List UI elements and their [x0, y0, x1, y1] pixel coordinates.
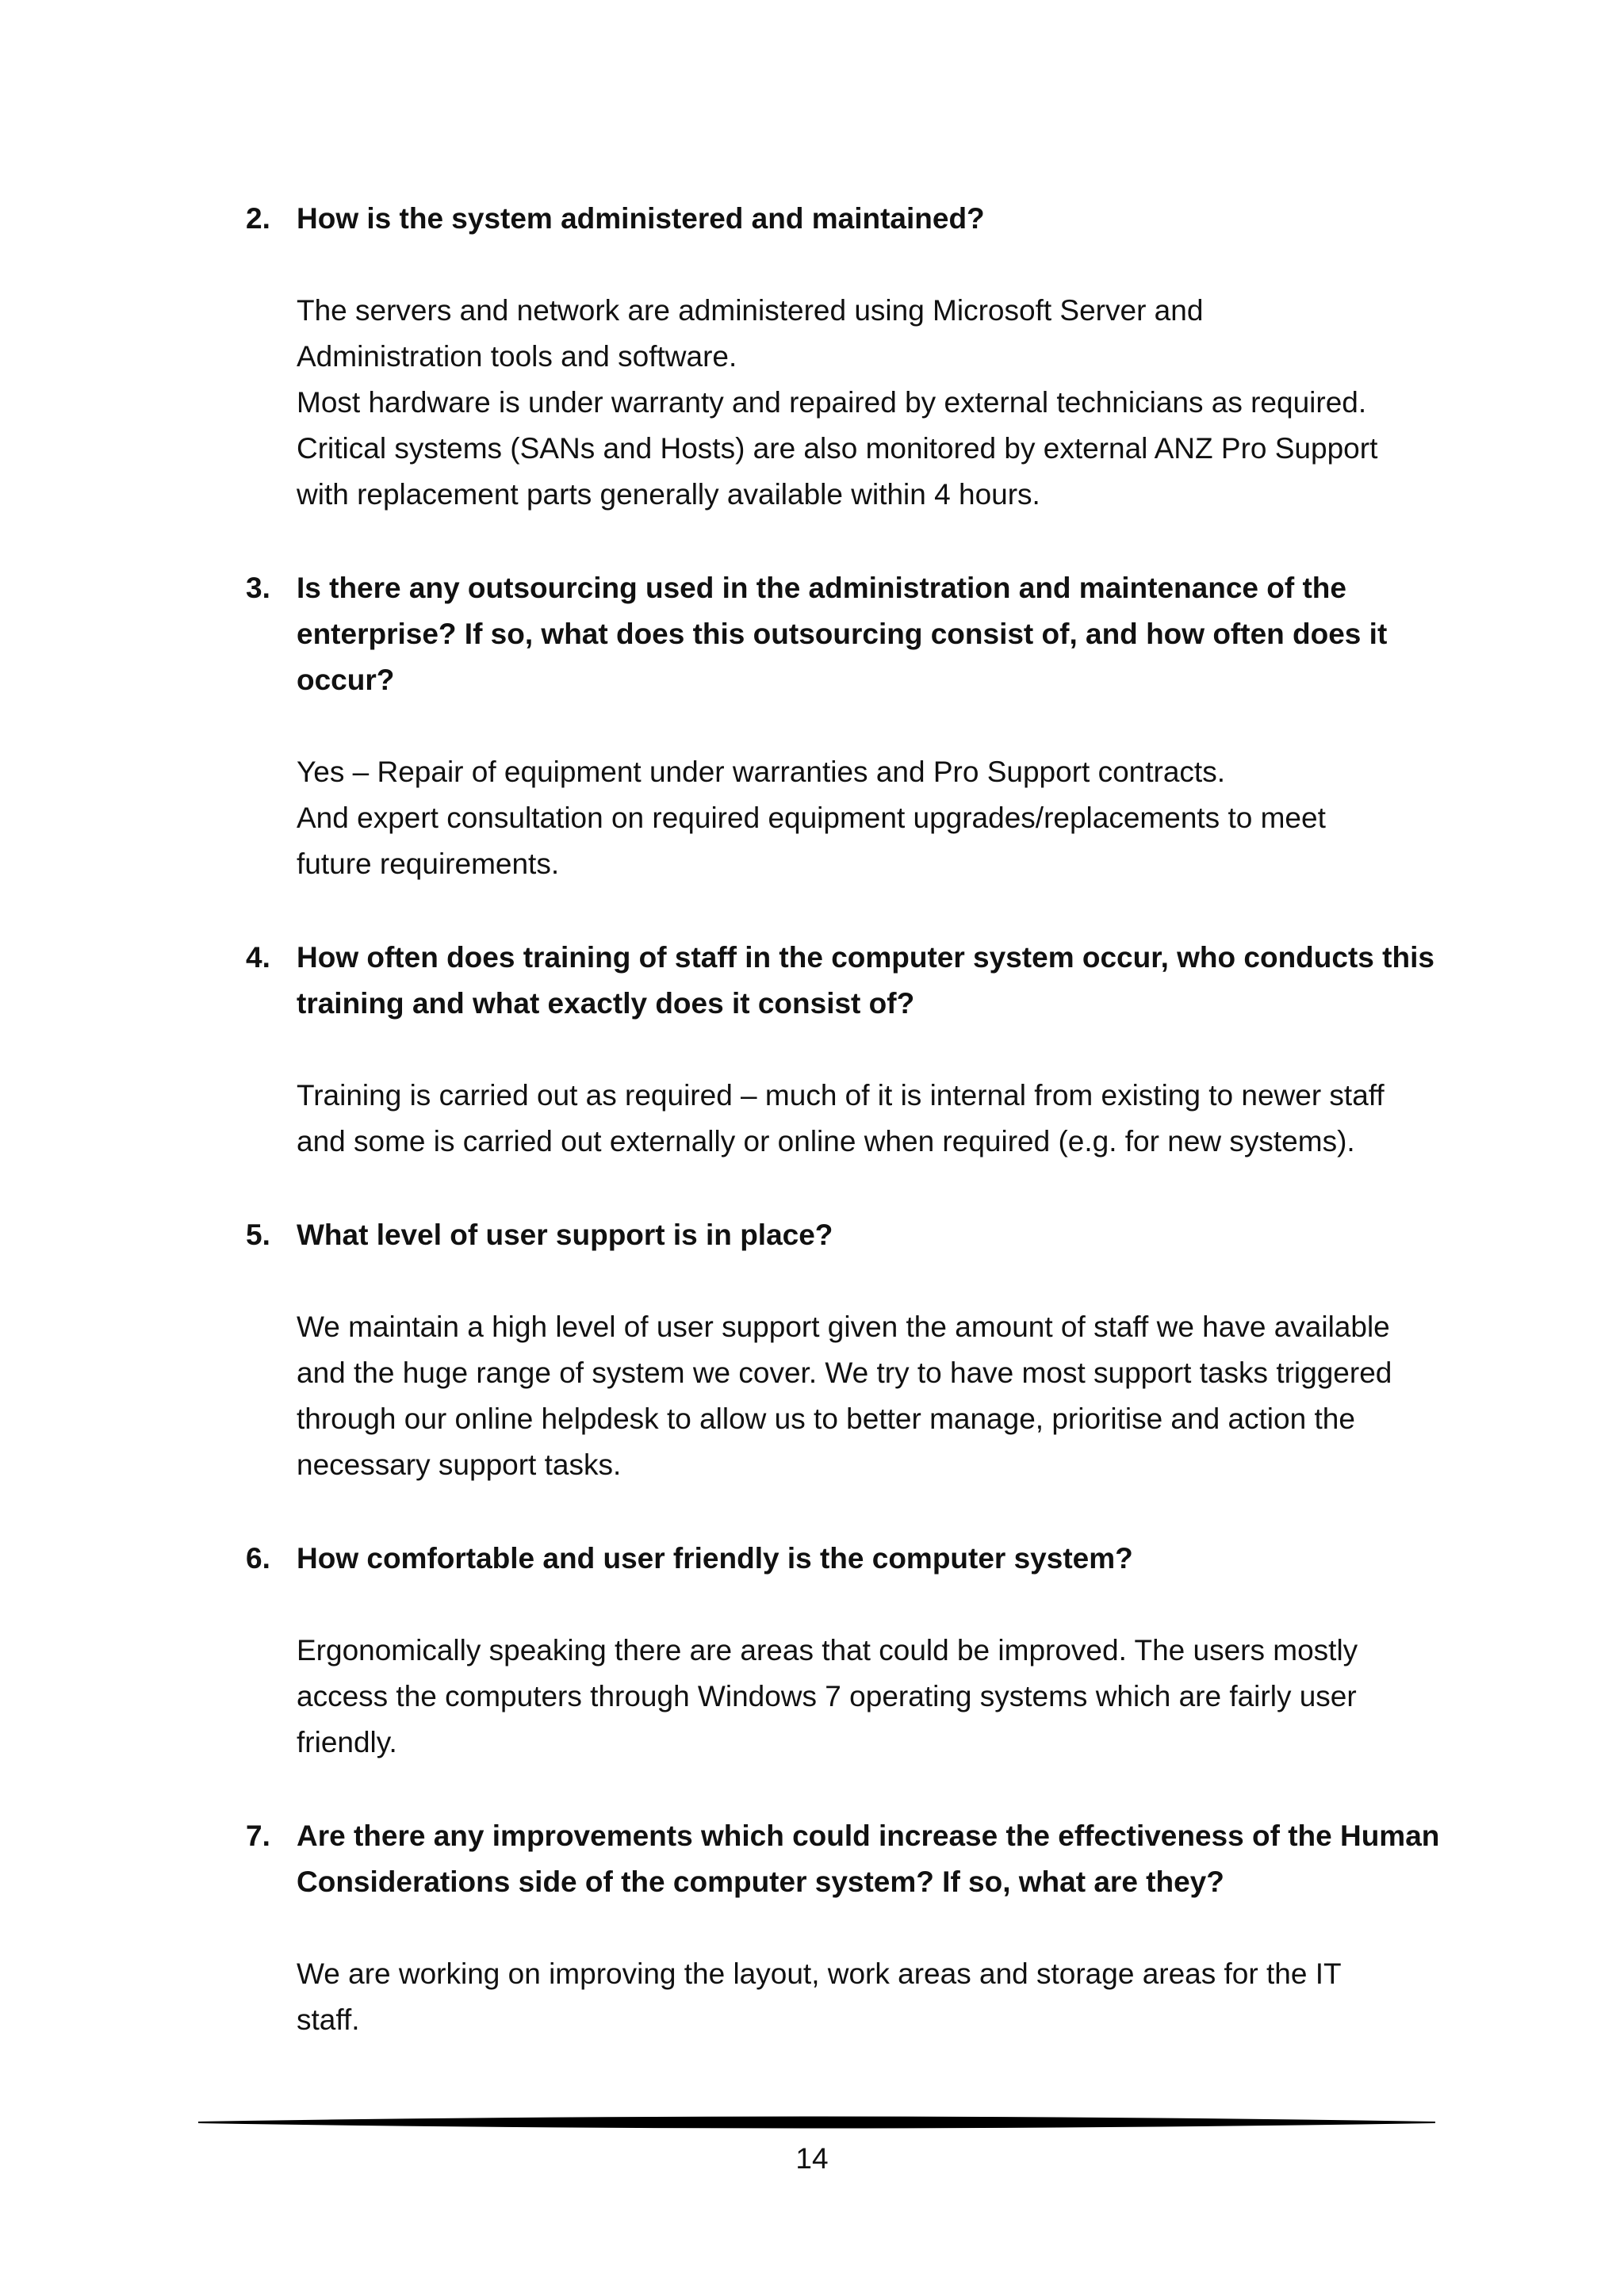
qa-item-2 [0, 196, 1624, 518]
answer-block [297, 1304, 1454, 1488]
answer-line: access the computers through Windows 7 operating systems which are fairly user [297, 1680, 1357, 1712]
answer-line: and the huge range of system we cover. We try to have most support tasks triggered [297, 1357, 1392, 1389]
qa-item-3 [0, 565, 1624, 887]
question-heading [0, 1536, 1624, 1582]
qa-item-7 [0, 1813, 1624, 2043]
question-heading [0, 935, 1624, 1027]
qa-item-4 [0, 935, 1624, 1165]
answer-line: and some is carried out externally or online when required (e.g. for new systems). [297, 1125, 1355, 1158]
answer-line: necessary support tasks. [297, 1448, 622, 1481]
question-heading [0, 565, 1624, 703]
answer-line: Administration tools and software. [297, 340, 737, 373]
answer-line: Critical systems (SANs and Hosts) are also monitored by external ANZ Pro Support [297, 432, 1378, 465]
answer-block [297, 749, 1454, 887]
question-heading [0, 196, 1624, 242]
question-number: 3. [246, 572, 270, 604]
answer-line: Training is carried out as required – much of it is internal from existing to newer staff [297, 1079, 1385, 1112]
question-number: 4. [246, 941, 270, 974]
question-number: 2. [246, 202, 270, 235]
answer-line: And expert consultation on required equipment upgrades/replacements to meet [297, 802, 1326, 834]
answer-line: with replacement parts generally available within 4 hours. [297, 478, 1040, 511]
question-number: 7. [246, 1820, 270, 1852]
footer-rule [198, 2113, 1435, 2132]
answer-line: staff. [297, 2003, 360, 2036]
answer-line: future requirements. [297, 848, 560, 880]
answer-block [297, 1951, 1454, 2043]
qa-item-6 [0, 1536, 1624, 1766]
answer-block [297, 288, 1454, 518]
question-text: How comfortable and user friendly is the computer system? [297, 1542, 1133, 1575]
answer-line: The servers and network are administered using Microsoft Server and [297, 294, 1204, 327]
answer-line: through our online helpdesk to allow us to better manage, prioritise and action the [297, 1402, 1355, 1435]
question-heading [0, 1212, 1624, 1258]
question-text: How is the system administered and maintained? [297, 202, 985, 235]
answer-line: Ergonomically speaking there are areas that could be improved. The users mostly [297, 1634, 1358, 1667]
answer-block [297, 1073, 1454, 1165]
question-text: How often does training of staff in the computer system occur, who conducts this training and what exactly does it consist of? [297, 941, 1434, 1020]
answer-line: friendly. [297, 1726, 397, 1758]
question-text: Are there any improvements which could increase the effectiveness of the Human Considerations side of the computer system? If so, what are they? [297, 1820, 1440, 1898]
question-text: What level of user support is in place? [297, 1219, 833, 1251]
question-heading [0, 1813, 1624, 1905]
question-text: Is there any outsourcing used in the administration and maintenance of the enterprise? If so, what does this outsourcing consist of, and how often does it occur? [297, 572, 1388, 696]
answer-block [297, 1628, 1454, 1766]
answer-line: Most hardware is under warranty and repaired by external technicians as required. [297, 386, 1367, 419]
answer-line: We maintain a high level of user support given the amount of staff we have available [297, 1311, 1390, 1343]
answer-line: We are working on improving the layout, work areas and storage areas for the IT [297, 1957, 1342, 1990]
question-number: 6. [246, 1542, 270, 1575]
answer-line: Yes – Repair of equipment under warranties and Pro Support contracts. [297, 756, 1225, 788]
question-number: 5. [246, 1219, 270, 1251]
qa-item-5 [0, 1212, 1624, 1488]
page-number: 14 [795, 2142, 829, 2175]
